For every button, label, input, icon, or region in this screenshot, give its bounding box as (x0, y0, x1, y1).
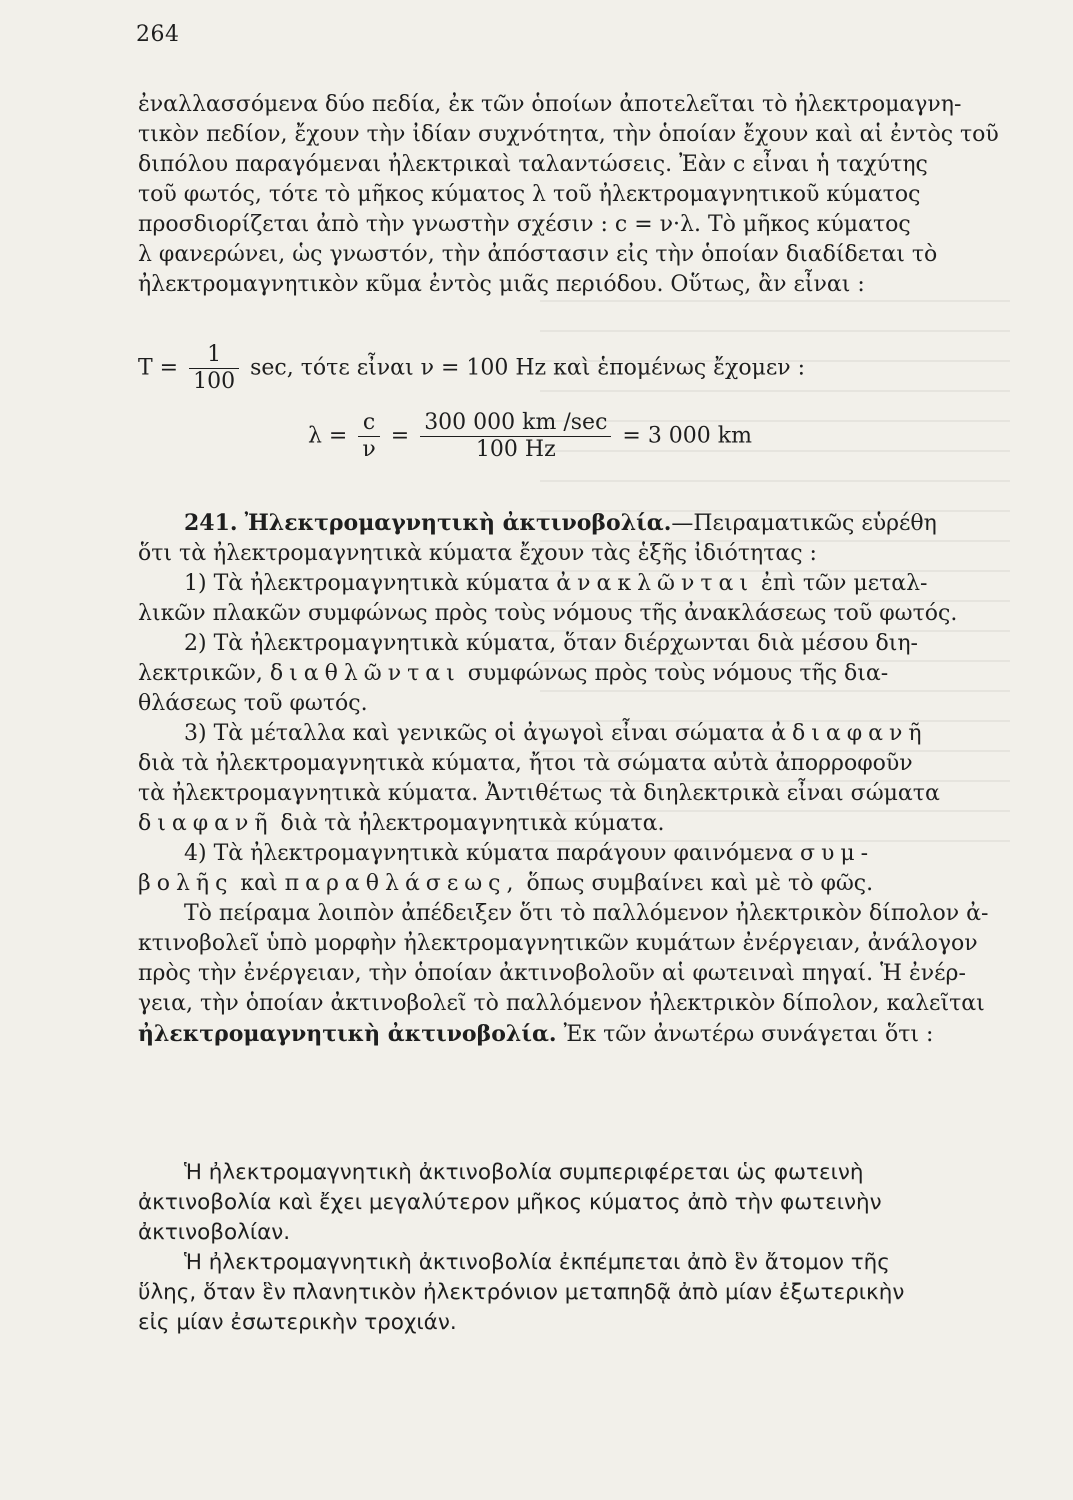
fraction-numerator: 300 000 km /sec (420, 410, 611, 437)
item-text: 3) Τὰ μέταλλα καὶ γενικῶς οἱ ἀγωγοὶ εἶναι σώματα (184, 721, 765, 746)
fraction-denominator: 100 Hz (475, 437, 556, 462)
item-2-line: 2) Τὰ ἠλεκτρομαγνητικὰ κύματα, ὅταν διέρχωνται διὰ μέσου διη- (184, 631, 918, 656)
text-line: κτινοβολεῖ ὑπὸ μορφὴν ἠλεκτρομαγνητικῶν κυμάτων ἐνέργειαν, ἀνάλογον (138, 931, 978, 956)
summary-line: ἀκτινοβολία καὶ ἔχει μεγαλύτερον μῆκος κύματος ἀπὸ τὴν φωτεινὴν (138, 1190, 882, 1215)
bold-term: ἠλεκτρομαγνητικὴ ἀκτινοβολία. (138, 1021, 557, 1047)
fraction-numerator: 1 (189, 342, 239, 369)
formula-result: = 3 000 km (622, 423, 752, 449)
emphasis-text: συμ- (799, 841, 875, 866)
item-text: ἐπὶ τῶν μεταλ- (761, 571, 928, 596)
summary-line: Ἡ ἠλεκτρομαγνητικὴ ἀκτινοβολία συμπεριφέρεται ὡς φωτεινὴ (184, 1160, 864, 1185)
fraction-numerator: c (358, 410, 379, 437)
formula-lhs: λ = (308, 423, 348, 449)
item-text: καὶ (240, 871, 278, 896)
text-line: τικὸν πεδίον, ἔχουν τὴν ἰδίαν συχνότητα, τὴν ὁποίαν ἔχουν καὶ αἱ ἐντὸς τοῦ (138, 122, 999, 147)
summary-line: Ἡ ἠλεκτρομαγνητικὴ ἀκτινοβολία ἐκπέμπεται ἀπὸ ἓν ἄτομον τῆς (184, 1250, 890, 1275)
text-line: τοῦ φωτός, τότε τὸ μῆκος κύματος λ τοῦ ἠλεκτρομαγνητικοῦ κύματος (138, 182, 921, 207)
page-number: 264 (136, 22, 180, 47)
text-line: λικῶν πλακῶν συμφώνως πρὸς τοὺς νόμους τῆς ἀνακλάσεως τοῦ φωτός. (138, 601, 958, 626)
fraction (189, 342, 239, 395)
emphasis-text: ἀνακλῶνται (556, 571, 755, 596)
emphasis-text: παραθλάσεως, (284, 871, 520, 896)
item-text: συμφώνως πρὸς τοὺς νόμους τῆς δια- (467, 661, 889, 686)
item-3-line (138, 809, 1018, 839)
summary-line: εἰς μίαν ἐσωτερικὴν τροχιάν. (138, 1310, 457, 1335)
text-line: ἠλεκτρομαγνητικὸν κῦμα ἐντὸς μιᾶς περιόδου. Οὕτως, ἂν εἶναι : (138, 272, 865, 297)
text-line: γεια, τὴν ὁποίαν ἀκτινοβολεῖ τὸ παλλόμενον ἠλεκτρικὸν δίπολον, καλεῖται (138, 991, 985, 1016)
item-text: ὅπως συμβαίνει καὶ μὲ τὸ φῶς. (526, 871, 874, 896)
text-line: τὰ ἠλεκτρομαγνητικὰ κύματα. Ἀντιθέτως τὰ διηλεκτρικὰ εἶναι σώματα (138, 781, 940, 806)
emphasis-text: διαθλῶνται (269, 661, 461, 686)
equals-sign: = (390, 423, 410, 449)
text-line: ἐναλλασσόμενα δύο πεδία, ἐκ τῶν ὁποίων ἀποτελεῖται τὸ ἠλεκτρομαγνη- (138, 92, 962, 117)
fraction-denominator: ν (362, 437, 376, 462)
text-line: θλάσεως τοῦ φωτός. (138, 691, 368, 716)
item-text: 4) Τὰ ἠλεκτρομαγνητικὰ κύματα παράγουν φαινόμενα (184, 841, 793, 866)
emphasis-text: ἀδιαφανῆ (771, 721, 928, 746)
text-line: πρὸς τὴν ἐνέργειαν, τὴν ὁποίαν ἀκτινοβολοῦν αἱ φωτειναὶ πηγαί. Ἡ ἐνέρ- (138, 961, 966, 986)
text-line: Τὸ πείραμα λοιπὸν ἀπέδειξεν ὅτι τὸ παλλόμενον ἠλεκτρικὸν δίπολον ἀ- (184, 901, 989, 926)
intro-paragraph (138, 90, 1018, 300)
item-text: διὰ τὰ ἠλεκτρομαγνητικὰ κύματα. (280, 811, 665, 836)
item-4-line (138, 869, 1018, 899)
text-line: διὰ τὰ ἠλεκτρομαγνητικὰ κύματα, ἤτοι τὰ σώματα αὐτὰ ἀπορροφοῦν (138, 751, 913, 776)
item-3-line (138, 719, 1018, 749)
item-1-line (138, 569, 1018, 599)
section-intro: —Πειραματικῶς εὑρέθη (671, 511, 937, 536)
formula-lhs: T = (138, 355, 179, 381)
section-title: Ἠλεκτρομαγνητικὴ ἀκτινοβολία. (244, 510, 672, 536)
item-text: 1) Τὰ ἠλεκτρομαγνητικὰ κύματα (184, 571, 550, 596)
summary-line: ἀκτινοβολίαν. (138, 1220, 291, 1245)
emphasis-text: διαφανῆ (138, 811, 274, 836)
formula-text: sec, τότε εἶναι ν = 100 Hz καὶ ἑπομένως ἔχομεν : (250, 355, 806, 381)
text-line: λ φανερώνει, ὡς γνωστόν, τὴν ἀπόστασιν εἰς τὴν ὁποίαν διαδίδεται τὸ (138, 242, 938, 267)
section-heading-line (138, 508, 1018, 539)
text-line: διπόλου παραγόμεναι ἠλεκτρικαὶ ταλαντώσεις. Ἐὰν c εἶναι ἡ ταχύτης (138, 152, 928, 177)
summary-block (138, 1158, 1018, 1338)
item-4-line (138, 839, 1018, 869)
item-text: Ἐκ τῶν ἀνωτέρω συνάγεται ὅτι : (563, 1022, 934, 1047)
section-241 (138, 508, 1018, 1050)
wavelength-formula (308, 410, 752, 463)
text-line: προσδιορίζεται ἀπὸ τὴν γνωστὴν σχέσιν : c = ν·λ. Τὸ μῆκος κύματος (138, 212, 911, 237)
text-line: ὅτι τὰ ἠλεκτρομαγνητικὰ κύματα ἔχουν τὰς ἑξῆς ἰδιότητας : (138, 541, 817, 566)
emphasis-text: βολῆς (138, 871, 234, 896)
summary-line: ὕλης, ὅταν ἓν πλανητικὸν ἠλεκτρόνιον μεταπηδᾷ ἀπὸ μίαν ἐξωτερικὴν (138, 1280, 905, 1305)
fraction (358, 410, 379, 463)
period-formula (138, 342, 805, 395)
fraction (420, 410, 611, 463)
item-text: λεκτρικῶν, (138, 661, 263, 686)
item-2-line (138, 659, 1018, 689)
fraction-denominator: 100 (193, 369, 236, 394)
conclusion-line (138, 1019, 1018, 1050)
section-number: 241. (184, 510, 238, 536)
